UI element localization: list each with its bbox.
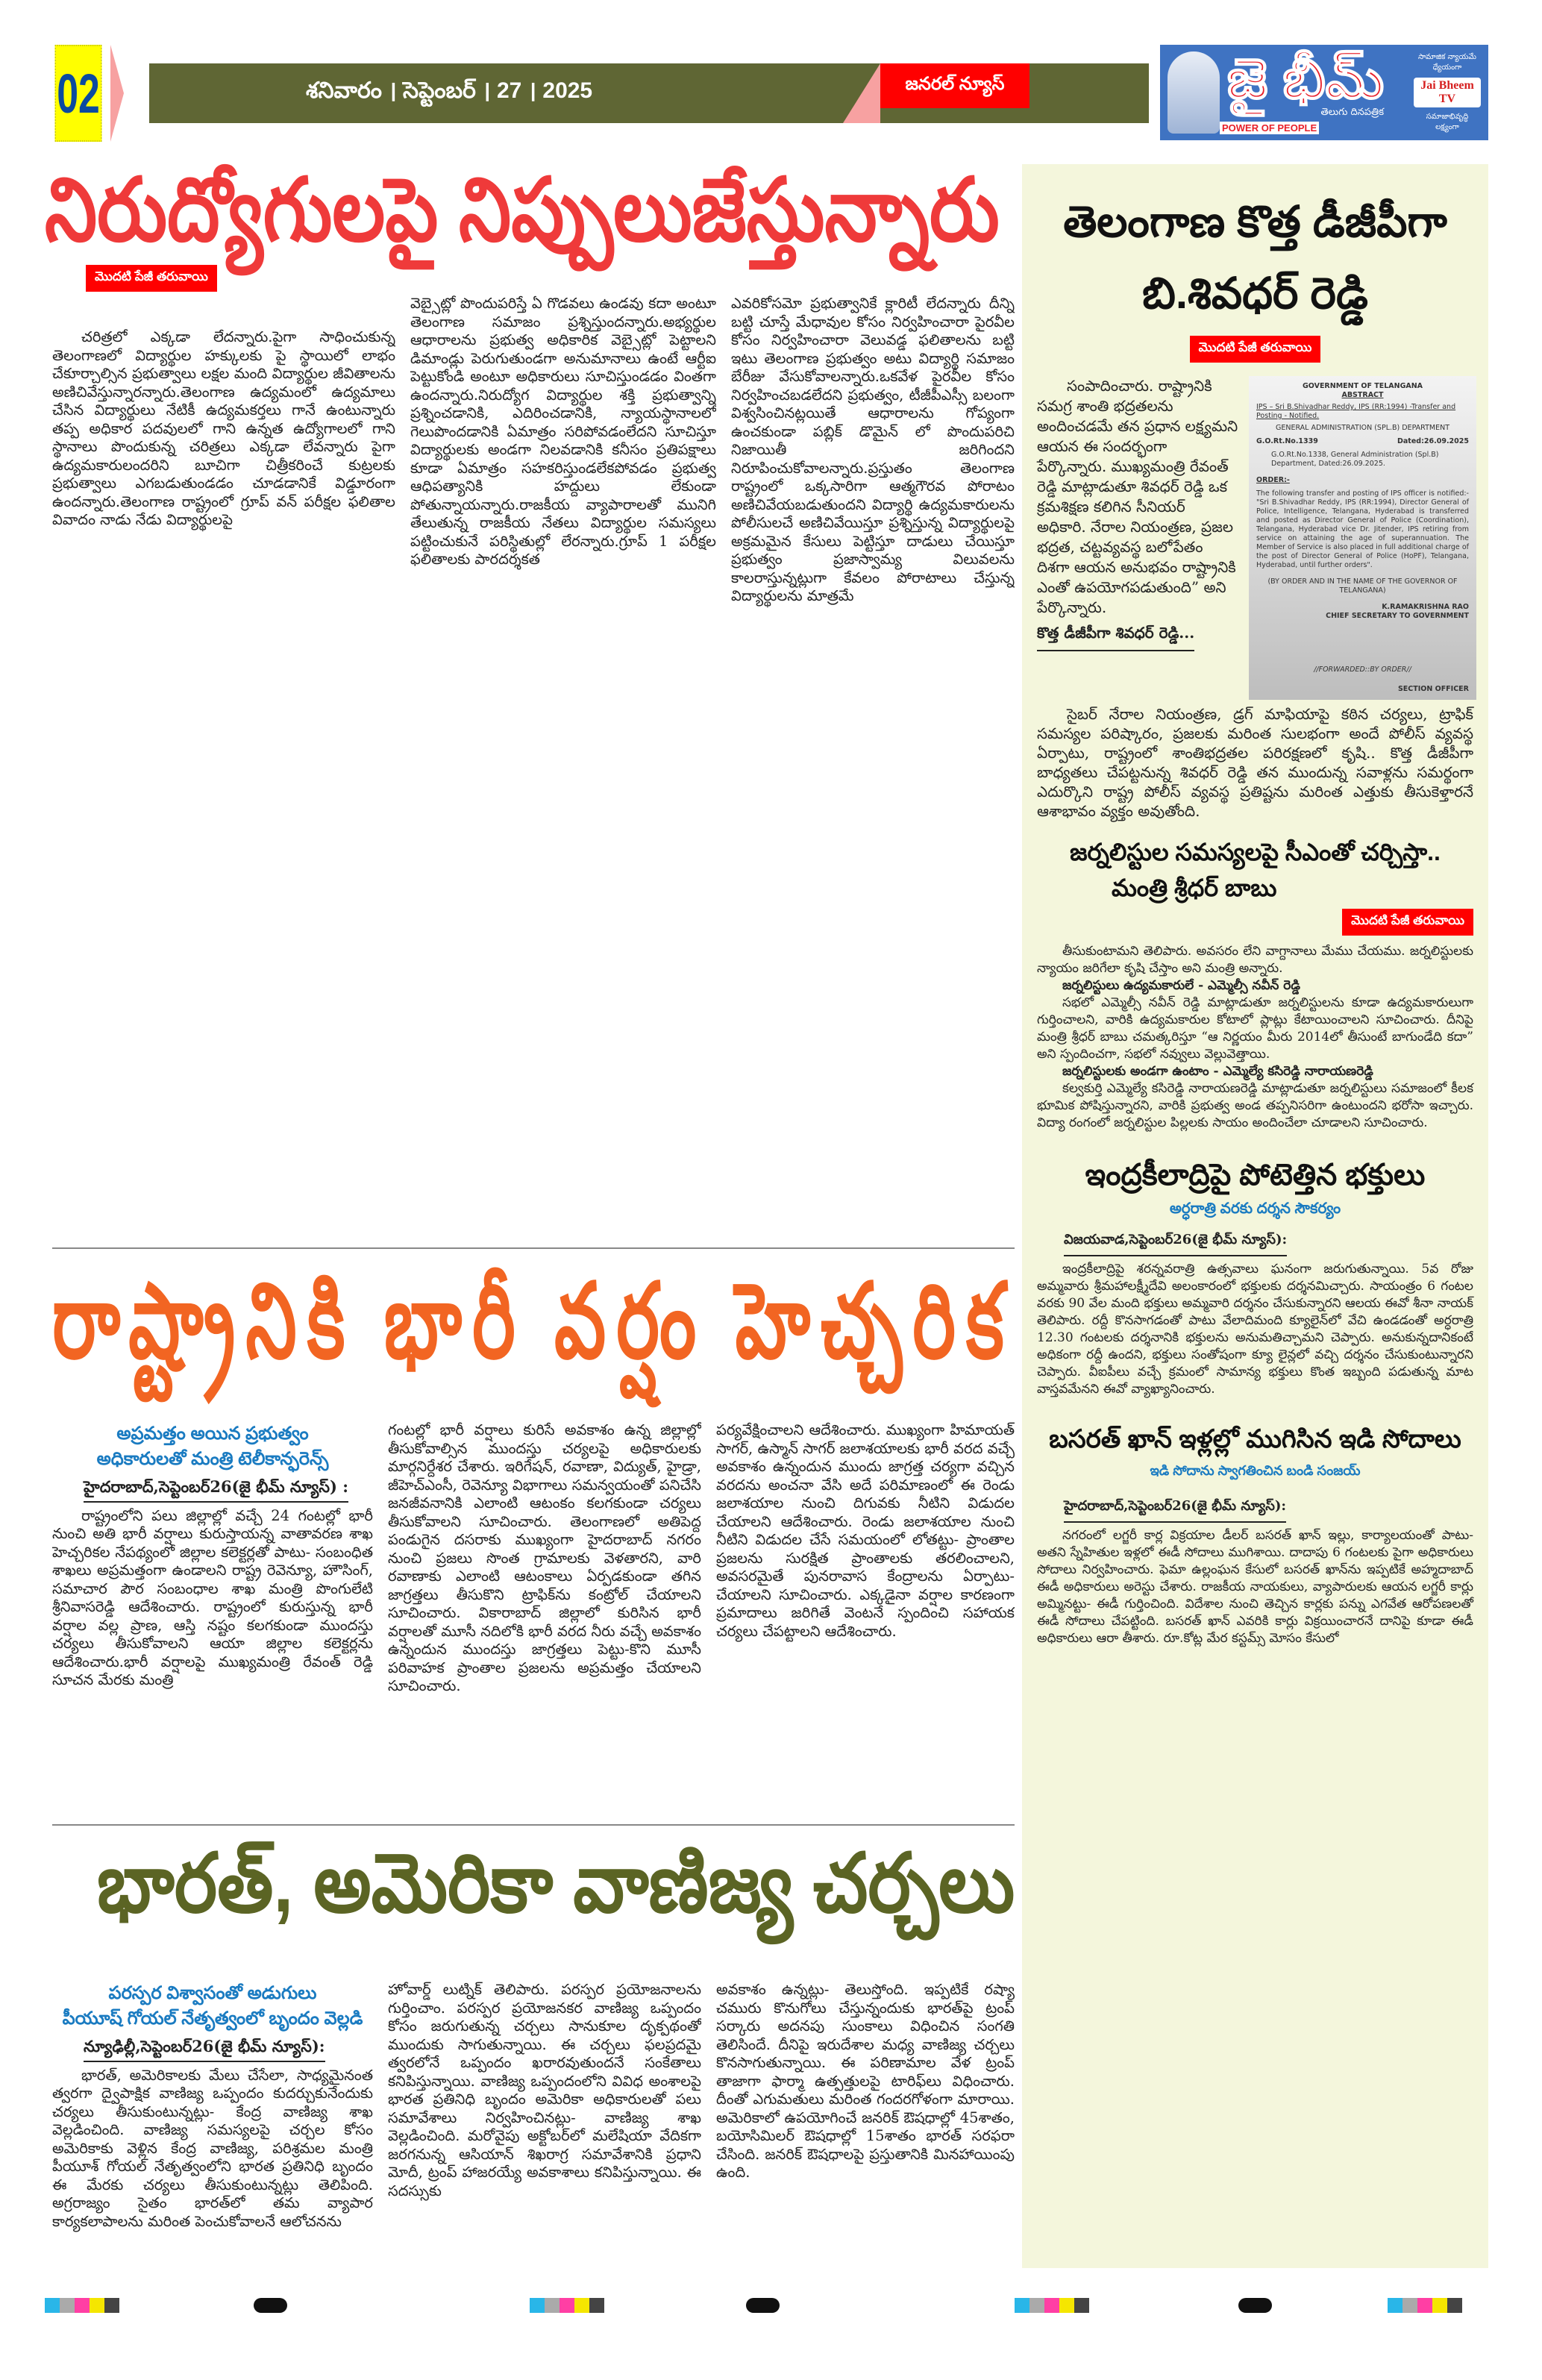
- logo-side-top: సామాజిక న్యాయమే ధ్యేయంగా: [1418, 53, 1476, 72]
- registration-mark: [1238, 2298, 1272, 2313]
- government-order-image: [1249, 376, 1476, 700]
- doc-section-officer: SECTION OFFICER: [1397, 685, 1469, 693]
- subheading: జర్నలిస్టులు ఉద్యమకారులే - ఎమ్మెల్సీ నవీన్ రెడ్డి: [1062, 978, 1300, 993]
- basarath-body: [1037, 1527, 1473, 1647]
- color-registration-bar: [45, 2298, 119, 2313]
- paragraph: గంటల్లో భారీ వర్షాలు కురిసే అవకాశం ఉన్న జిల్లాల్లో తీసుకోవాల్సిన ముందస్తు చర్యలపై అధికారులకు మార్గనిర్దేశర చేశారు. ఇరిగేషన్, రవాణా, విద్యుత్, హైడ్రా, జీహెచ్ఎంసీ, రెవెన్యూ విభాగాలు సమన్వయంతో పనిచేసి జనజీవనానికి ఎలాంటి ఆటంకం కలగకుండా చర్యలు తీసుకోవాలని సూచించారు. తెలంగాణలో అతిపెద్ద పండుగైన దసరాకు ముఖ్యంగా హైదరాబాద్ నగరం నుంచి ప్రజలు సొంత గ్రామాలకు వెళతారని, వారి రవాణాకు ఎలాంటి ఆటంకాలు ఏర్పడకుండా తగిన జాగ్రత్తలు తీసుకొని ట్రాఫిక్‌ను కంట్రోల్ చేయాలని సూచించారు. వికారాబాద్ జిల్లాలో కురిసిన భారీ వర్షాలతో మూసీ నదిలోకి భారీ వరద నీరు వచ్చే అవకాశం ఉన్నందున ముందస్తు జాగ్రత్తలు పెట్టు-కొని మూసీ పరివాహక ప్రాంతాల ప్రజలను అప్రమత్తం చేయాలని సూచించారు.: [388, 1421, 701, 1694]
- rain-subhead-2: అధికారులతో మంత్రి టెలీకాన్ఫరెన్స్: [96, 1449, 329, 1469]
- sidebar: [1022, 164, 1488, 2268]
- divider: [52, 1247, 1015, 1249]
- paragraph: ఇంద్రకీలాద్రిపై శరన్నవరాత్రి ఉత్సవాలు ఘనంగా జరుగుతున్నాయి. 5వ రోజు అమ్మవారు శ్రీమహాలక్ష్మీదేవి అలంకారంలో భక్తులకు దర్శనమిచ్చారు. సాయంత్రం 6 గంటల వరకు 90 వేల మంది భక్తులు అమ్మవారి దర్శనం చేసుకున్నారని ఆలయ ఈవో శీనా నాయక్ తెలిపారు. రద్దీ కొనసాగడంతో పాటు వేలాదిమంది క్యూలైన్‌లో వేచి ఉండడంతో అర్ధరాత్రి 12.30 గంటలకు దర్శనానికి భక్తులను అనుమతిచ్చామని చెప్పారు. అనుకున్నదానికంటే అధికంగా రద్దీ ఉందని, భక్తులు సంతోషంగా క్యూ లైన్లలో వచ్చి దర్శనం చేసుకుంటున్నారని చెప్పారు. వీఐపీలు వచ్చే క్రమంలో సామాన్య భక్తులు కొంత ఇబ్బంది పడుతున్న మాట వాస్తవమేనని ఈవో వ్యాఖ్యానించారు.: [1037, 1262, 1473, 1397]
- doc-order: The following transfer and posting of IPS officer is notified:- "Sri B.Shivadhar Reddy, IPS (RR:1994), Director General of Police, Intelligence, Telangana, Hyderabad is transferred and posted as Director General of Police (Coordination), Telangana, Hyderabad vice Dr. Jitender, IPS retiring from service on attaining the age of superannuation. The Member of Service is also placed in full additional charge of the post of Director General of Police (HoPF), Telangana, Hyderabad, until further orders".: [1256, 489, 1469, 569]
- page-number: 02: [55, 45, 102, 142]
- logo-slogan: POWER OF PEOPLE: [1220, 122, 1319, 134]
- ambedkar-portrait-icon: [1168, 51, 1220, 134]
- continued-tag-label: మొదటి పేజీ తరువాయి: [1190, 336, 1321, 363]
- trade-col-2: [388, 1981, 701, 2264]
- continued-tag-label: మొదటి పేజీ తరువాయి: [1342, 909, 1473, 936]
- basarath-subhead: ఇడి సోదాను స్వాగతించిన బండి సంజయ్: [1150, 1463, 1361, 1478]
- jai-bheem-tv-logo: Jai Bheem TV: [1414, 78, 1481, 107]
- journalists-article: [1022, 821, 1488, 1132]
- rain-col-1: [52, 1421, 373, 1809]
- paragraph: సంపాదించారు. రాష్ట్రానికి సమగ్ర శాంతి భద్రతలను అందించడమే తన ప్రధాన లక్ష్యమని ఆయన ఈ సందర్భంగా పేర్కొన్నారు. ముఖ్యమంత్రి రేవంత్ రెడ్డి మాట్లాడుతూ శివధర్ రెడ్డి ఒక క్రమశిక్షణ కలిగిన సీనియర్ అధికారి. నేరాల నియంత్రణ, ప్రజల భద్రత, చట్టవ్యవస్థ బలోపేతం దిశగా ఆయన అనుభవం రాష్ట్రానికి ఎంతో ఉపయోగపడుతుంది” అని పేర్కొన్నారు.: [1037, 377, 1238, 616]
- paragraph: కల్వకుర్తి ఎమ్మెల్యే కసిరెడ్డి నారాయణరెడ్డి మాట్లాడుతూ జర్నలిస్టులు సమాజంలో కీలక భూమిక పోషిస్తున్నారని, వారికి ప్రభుత్వ అండ తప్పనిసరిగా ఉంటుందని భరోసా ఇచ్చారు. విద్యా రంగంలో జర్నలిస్టుల పిల్లలకు సాయం అందించేలా చూడాలని సూచించారు.: [1037, 1081, 1473, 1130]
- indrakeeladri-headline: ఇంద్రకీలాద్రిపై పోటెత్తిన భక్తులు: [1085, 1159, 1426, 1191]
- trade-col-1: [52, 1981, 373, 2264]
- paragraph: పర్యవేక్షించాలని ఆదేశించారు. ముఖ్యంగా హిమాయత్ సాగర్, ఉస్మాన్ సాగర్ జలాశయాలకు భారీ వరద వచ్చే అవకాశం ఉన్నందున ముందు జాగ్రత్త చర్యగా వచ్చిన వరదను అంచనా వేసి అదే పరిమాణంలో ఈ రెండు జలాశయాల నుంచి దిగువకు నీటిని విడుదల చేయాలని ఆదేశించారు. రెండు జలాశయాల నుంచి నీటిని విడుదల చేసే సమయంలో లోతట్టు- ప్రాంతాల ప్రజలను సురక్షిత ప్రాంతాలకు తరలించాలని, అవసరమైతే పునరావాస కేంద్రాలను ఏర్పాటు- చేయాలని సూచించారు. ఎక్కడైనా వర్షాల కారణంగా ప్రమాదాలు జరిగితే వెంటనే స్పందించి సహాయక చర్యలు చేపట్టాలని ఆదేశించారు.: [716, 1421, 1015, 1640]
- registration-mark: [746, 2298, 780, 2313]
- doc-order-label: ORDER:-: [1256, 476, 1290, 484]
- section-tag-tip: [843, 63, 880, 123]
- doc-title: GOVERNMENT OF TELANGANA: [1302, 382, 1423, 390]
- divider: [52, 1824, 1015, 1826]
- dgp-article: [1022, 164, 1488, 821]
- continued-tag-label: మొదటి పేజీ తరువాయి: [86, 265, 217, 292]
- masthead-logo: [1160, 45, 1488, 140]
- registration-mark: [254, 2298, 287, 2313]
- dgp-body-2: [1037, 704, 1473, 821]
- doc-dated: Dated:26.09.2025: [1397, 437, 1469, 445]
- logo-tagline: తెలుగు దినపత్రిక: [1320, 106, 1384, 118]
- color-registration-bar: [530, 2298, 604, 2313]
- paragraph: నగరంలో లగ్జరీ కార్ల విక్రయాల డీలర్ బసరత్ ఖాన్ ఇల్లు, కార్యాలయంతో పాటు- అతని స్నేహితుల ఇళ్లలో ఈడీ సోదాలు ముగిశాయి. దాదాపు 6 గంటలకు పైగా అధికారులు సోదాలు నిర్వహించారు. ఫెమా ఉల్లంఘన కేసులో బసరత్ ఖాన్‌ను ఇప్పటికే అహ్మదాబాద్ ఈడీ అధికారులు అరెస్టు చేశారు. రాజకీయ నాయకులు, వ్యాపారులకు ఆయన లగ్జరీ కార్లు అమ్మినట్టు- ఈడీ గుర్తించింది. విదేశాల నుంచి తెచ్చిన కార్లకు పన్ను ఎగవేత ఆరోపణలతో ఈడీ సోదాలు చేపట్టింది. బసరత్ ఖాన్ ఎవరికి కార్లు విక్రయించారనే దానిపై కూడా ఈడీ అధికారులు ఆరా తీశారు. రూ.కోట్ల మేర కస్టమ్స్ మోసం కేసులో: [1037, 1528, 1473, 1646]
- trade-col-3: [716, 1981, 1015, 2264]
- doc-read: G.O.Rt.No.1338, General Administration (Spl.B) Department, Dated:26.09.2025.: [1271, 451, 1439, 468]
- dgp-headline-1: తెలంగాణ కొత్త డీజీపీగా: [1063, 198, 1447, 246]
- journalists-body: [1037, 943, 1473, 1132]
- paragraph: భారత్, అమెరికాలకు మేలు చేసేలా, సాధ్యమైనంత త్వరగా ద్వైపాక్షిక వాణిజ్య ఒప్పందం కుదర్చుకునేందుకు చర్యలు తీసుకుంటున్నట్లు- కేంద్ర వాణిజ్య శాఖ వెల్లడించింది. వాణిజ్య సమస్యలపై చర్చల కోసం అమెరికాకు వెళ్లిన కేంద్ర వాణిజ్య, పరిశ్రమల మంత్రి పీయూశ్ గోయల్ నేతృత్వంలోని భారత ప్రతినిధి బృందం ఈ మేరకు చర్యలు తీసుకుంటున్నట్లు తెలిపింది. అగ్రరాజ్యం సైతం భారత్‌లో తమ వ్యాపార కార్యకలాపాలను మరింత పెంచుకోవాలనే ఆలోచనను: [52, 2066, 373, 2230]
- section-tag: జనరల్ న్యూస్: [880, 63, 1029, 108]
- paragraph: తీసుకుంటామని తెలిపారు. అవసరం లేని వాగ్దానాలు మేము చేయము. జర్నలిస్టులకు న్యాయం జరిగేలా కృషి చేస్తాం అని మంత్రి అన్నారు.: [1037, 944, 1473, 976]
- main-headline: నిరుద్యోగులపై నిప్పులుజేస్తున్నారు: [45, 161, 1000, 260]
- basarath-headline: బసరత్ ఖాన్ ఇళ్లల్లో ముగిసిన ఇడి సోదాలు: [1049, 1425, 1461, 1453]
- trade-headline: భారత్, అమెరికా వాణిజ్య చర్చలు: [97, 1838, 1015, 1929]
- page-number-tip: [110, 45, 124, 142]
- indrakeeladri-body: [1037, 1261, 1473, 1398]
- dgp-body: [1037, 376, 1238, 618]
- main-continued-tag: [86, 265, 217, 292]
- trade-dateline: న్యూఢిల్లీ,సెప్టెంబర్26(జై భీమ్ న్యూస్):: [84, 2038, 325, 2062]
- logo-side-bottom: సమాజాభివృద్ధి లక్ష్యంగా: [1426, 113, 1469, 131]
- rain-col-3: [716, 1421, 1015, 1809]
- doc-signatory: K.RAMAKRISHNA RAO: [1382, 603, 1469, 611]
- dgp-subhead: కొత్త డీజీపీగా శివధర్ రెడ్డి...: [1037, 624, 1194, 651]
- paragraph: చరిత్రలో ఎక్కడా లేదన్నారు.పైగా సాధించుకున్న తెలంగాణలో విద్యార్థుల హక్కులకు పై స్థాయిలో లాభం చేకూర్చాల్సిన ప్రభుత్వాలు లక్షల మంది విద్యార్థుల జీవితాలను అణిచివేస్తున్నారన్నారు.తెలంగాణ ఉద్యమంలో ఉద్యమాలు చేసిన విద్యార్థులు నేటికీ ఉద్యమకర్తలు గానే ఉంటున్నారు తప్ప అధికార పదవులలో గాని ఉన్నత ఉద్యోగాలలో గాని స్థానాలు పొందుకున్న చరిత్రలు ఎక్కడా లేవన్నారు పైగా ఉద్యమకారులందరిని బూచిగా చిత్రీకరించే కుట్రలకు ప్రభుత్వాలు ఎగబడుతుండడం చూడడానికే విడ్డూరంగా ఉందన్నారు.తెలంగాణ రాష్ట్రంలో గ్రూప్ వన్ పరీక్షల ఫలితాల వివాదం నాడు నేడు విద్యార్థులపై: [52, 328, 395, 528]
- doc-by-order: (BY ORDER AND IN THE NAME OF THE GOVERNOR OF TELANGANA): [1267, 577, 1458, 595]
- trade-subhead-2: పీయూష్ గోయల్ నేతృత్వంలో బృందం వెల్లడి: [62, 2008, 363, 2029]
- rain-headline: రాష్ట్రానికి భారీ వర్షం హెచ్చరిక: [52, 1265, 1015, 1380]
- subheading: జర్నలిస్టులకు అండగా ఉంటాం - ఎమ్మెల్యే కసిరెడ్డి నారాయణరెడ్డి: [1062, 1064, 1373, 1079]
- logo-name: జై భీమ్: [1227, 47, 1384, 110]
- doc-dept: GENERAL ADMINISTRATION (SPL.B) DEPARTMENT: [1275, 424, 1450, 432]
- paragraph: సైబర్ నేరాల నియంత్రణ, డ్రగ్ మాఫియాపై కఠిన చర్యలు, ట్రాఫిక్ సమస్యల పరిష్కారం, ప్రజలకు మరింత సులభంగా అందే పోలీస్ వ్యవస్థ ఏర్పాటు, రాష్ట్రంలో శాంతిభద్రతల పరిరక్షణలో కృషి.. కొత్త డీజీపీగా బాధ్యతలు చేపట్టనున్న శివధర్ రెడ్డి తన ముందున్న సవాళ్లను సమర్థంగా ఎదుర్కొని రాష్ట్ర పోలీస్ వ్యవస్థ ప్రతిష్టను మరింత ఎత్తుకు తీసుకెళ్తారనే ఆశాభావం వ్యక్తం అవుతోంది.: [1037, 705, 1473, 820]
- main-col-3: [731, 295, 1015, 1238]
- indrakeeladri-dateline: విజయవాడ,సెప్టెంబర్26(జై భీమ్ న్యూస్):: [1064, 1232, 1287, 1256]
- doc-signatory-title: CHIEF SECRETARY TO GOVERNMENT: [1326, 612, 1469, 620]
- paragraph: సభలో ఎమ్మెల్సీ నవీన్ రెడ్డి మాట్లాడుతూ జర్నలిస్టులను కూడా ఉద్యమకారులుగా గుర్తించాలని, వారికి ఉద్యమకారుల కోటాలో ప్లాట్లు కేటాయించాలని సూచించారు. దీనిపై మంత్రి శ్రీధర్ బాబు చమత్కరిస్తూ “ఆ నిర్ణయం మీరు 2014లో తీసుంటే బాగుండేది కదా” అని స్పందించగా, సభలో నవ్వులు వెల్లువెత్తాయి.: [1037, 995, 1473, 1062]
- paragraph: రాష్ట్రంలోని పలు జిల్లాల్లో వచ్చే 24 గంటల్లో భారీ నుంచి అతి భారీ వర్షాలు కురుస్తాయన్న వాతావరణ శాఖ హెచ్చరికల నేపథ్యంలో జిల్లాల కలెక్టర్లతో పాటు- సంబంధిత శాఖలు అప్రమత్తంగా ఉండాలని రాష్ట్ర రెవెన్యూ, హౌసింగ్, సమాచార పౌర సంబంధాల శాఖ మంత్రి పొంగులేటి శ్రీనివాసరెడ్డి ఆదేశించారు. రాష్ట్రంలో కురుస్తున్న భారీ వర్షాల వల్ల ప్రాణ, ఆస్తి నష్టం కలగకుండా ముందస్తు చర్యలు తీసుకోవాలని ఆయా జిల్లాల కలెక్టర్లను ఆదేశించారు.భారీ వర్షాలపై ముఖ్యమంత్రి రేవంత్ రెడ్డి సూచన మేరకు మంత్రి: [52, 1506, 373, 1688]
- doc-forwarded: //FORWARDED::BY ORDER//: [1314, 666, 1411, 674]
- dgp-headline-2: బి.శివధర్ రెడ్డి: [1142, 269, 1368, 318]
- issue-date: శనివారం । సెప్టెంబర్ । 27 । 2025: [306, 78, 593, 103]
- indrakeeladri-article: [1022, 1132, 1488, 1398]
- doc-subject: IPS – Sri B.Shivadhar Reddy, IPS (RR:1994) -Transfer and Posting - Notified.: [1256, 403, 1456, 420]
- paragraph: వెబ్సైట్లో పొందుపరిస్తే ఏ గొడవలు ఉండవు కదా అంటూ తెలంగాణ సమాజం ప్రశ్నిస్తుందన్నారు.అభ్యర్థుల ఆధారాలను ప్రభుత్వ అధికారిక వెబ్సైట్లో పెట్టాలని డిమాండ్లు పెరుగుతుండగా అనుమానాలు ఉంటే ఆర్టీఐ పెట్టుకోండి అంటూ అధికారులు సూచిస్తుండడం వింతగా ఉందన్నారు.నిరుద్యోగ విద్యార్థుల శక్తి ప్రభుత్వాన్ని ప్రశ్నించడానికి, ఎదిరించడానికి, న్యాయస్థానాలలో గెలుపొందడానికి ఏమాత్రం సరిపోవడంలేదని సూచిస్తూ విద్యార్థులకు అండగా నిలవడానికి కనీసం ప్రతిపక్షాలు కూడా ఏమాత్రం సహకరిస్తుండలేకపోవడం ప్రభుత్వ ఆధిపత్యానికి హద్దులు లేకుండా పోతున్నాయన్నారు.రాజకీయ వ్యాపారాలతో మునిగి తేలుతున్న రాజకీయ నేతలు విద్యార్థుల సమస్యలు పట్టించుకునే పరిస్థితుల్లో లేరన్నారు.గ్రూప్ 1 పరీక్షల ఫలితాలకు పారదర్శకత: [410, 295, 716, 568]
- paragraph: హోవార్డ్ లుట్నిక్ తెలిపారు. పరస్పర ప్రయోజనాలను గుర్తించాం. పరస్పర ప్రయోజనకర వాణిజ్య ఒప్పందం కోసం జరుగుతున్న చర్చలు సానుకూల దృక్పథంతో ముందుకు సాగుతున్నాయి. ఈ చర్చలు ఫలప్రదమై త్వరలోనే ఒప్పందం ఖరారవుతుందనే సంకేతాలు కనిపిస్తున్నాయి. వాణిజ్య ఒప్పందంలోని వివిధ అంశాలపై భారత ప్రతినిధి బృందం అమెరికా అధికారులతో పలు సమావేశాలు నిర్వహించినట్లు- వాణిజ్య శాఖ వెల్లడించింది. మరోవైపు అక్టోబర్‌లో మలేషియా వేదికగా జరగనున్న ఆసియాన్ శిఖరాగ్ర సమావేశానికి ప్రధాని మోదీ, ట్రంప్ హాజరయ్యే అవకాశాలు కనిపిస్తున్నాయి. ఈ సదస్సుకు: [388, 1981, 701, 2199]
- basarath-article: [1022, 1398, 1488, 1647]
- color-registration-bar: [1015, 2298, 1089, 2313]
- main-col-1: [52, 328, 395, 1238]
- doc-go-no: G.O.Rt.No.1339: [1256, 437, 1318, 445]
- rain-dateline: హైదరాబాద్,సెప్టెంబర్26(జై భీమ్ న్యూస్) :: [84, 1478, 348, 1503]
- journalists-headline-1: జర్నలిస్టుల సమస్యలపై సీఎంతో చర్చిస్తా..: [1070, 839, 1441, 865]
- paragraph: ఎవరికోసమో ప్రభుత్వానికే క్లారిటీ లేదన్నారు దీన్ని బట్టి చూస్తే మేధావుల కోసం నిర్వహించారా పైరవీల కోసం నిర్వహించారా వెలువడ్డ ఫలితాలను బట్టి ఇటు తెలంగాణ ప్రభుత్వం అటు విద్యార్థి సమాజం బేరీజు వేసుకోవాలన్నారు.ఒకవేళ పైరవీల కోసం నిర్వహించబడలేదని ప్రభుత్వం, టీజీపీఎస్సీ బలంగా విశ్వసించినట్లయితే ఆధారాలను గోప్యంగా ఉంచకుండా పబ్లిక్ డొమైన్ లో పొందుపరిచి నిజాయితీ జరిగిందని నిరూపించుకోవాలన్నారు.ప్రస్తుతం తెలంగాణ రాష్ట్రంలో ఒక్కసారిగా ఆత్మగౌరవ పోరాటం అణిచివేయబడుతుందని విద్యార్థి ఉద్యమకారులను పోలీసులచే అణిచివేయిస్తూ ప్రశ్నిస్తున్న విద్యార్థులపై అక్రమమైన కేసులు పెట్టిస్తూ దాడులు చేయిస్తూ ప్రభుత్వం ప్రజాస్వామ్య విలువలను కాలరాస్తున్నట్లుగా కేవలం పోరాటాలు చేస్తున్న విద్యార్థులను మాత్రమే: [731, 295, 1015, 604]
- doc-abstract: ABSTRACT: [1341, 391, 1384, 399]
- trade-subhead-1: పరస్పర విశ్వాసంతో అడుగులు: [108, 1983, 317, 2003]
- paragraph: అవకాశం ఉన్నట్లు- తెలుస్తోంది. ఇప్పటికే రష్యా చమురు కొనుగోలు చేస్తున్నందుకు భారత్‌పై ట్రంప్ సర్కారు అదనపు సుంకాలు విధించిన సంగతి తెలిసిందే. దీనిపై ఇరుదేశాల మధ్య వాణిజ్య చర్చలు కొనసాగుతున్నాయి. ఈ పరిణామాల వేళ ట్రంప్ తాజాగా ఫార్మా ఉత్పత్తులపై టారిఫ్‌లు విధించారు. దీంతో ఎగుమతులు మరింత గందరగోళంగా మారాయి. అమెరికాలో ఉపయోగించే జనరిక్ ఔషధాల్లో 45శాతం, బయోసిమిలర్ ఔషధాల్లో 15శాతం భారత్ సరఫరా చేసింది. జనరిక్ ఔషధాలపై ప్రస్తుతానికి మినహాయింపు ఉంది.: [716, 1981, 1015, 2181]
- color-registration-bar: [1388, 2298, 1462, 2313]
- main-col-2: [410, 295, 716, 1238]
- basarath-dateline: హైదరాబాద్,సెప్టెంబర్26(జై భీమ్ న్యూస్):: [1064, 1498, 1286, 1523]
- rain-subhead-1: అప్రమత్తం అయిన ప్రభుత్వం: [116, 1424, 309, 1444]
- rain-col-2: [388, 1421, 701, 1809]
- journalists-headline-2: మంత్రి శ్రీధర్ బాబు: [1112, 874, 1277, 901]
- indrakeeladri-subhead: అర్ధరాత్రి వరకు దర్శన సౌకర్యం: [1169, 1200, 1341, 1217]
